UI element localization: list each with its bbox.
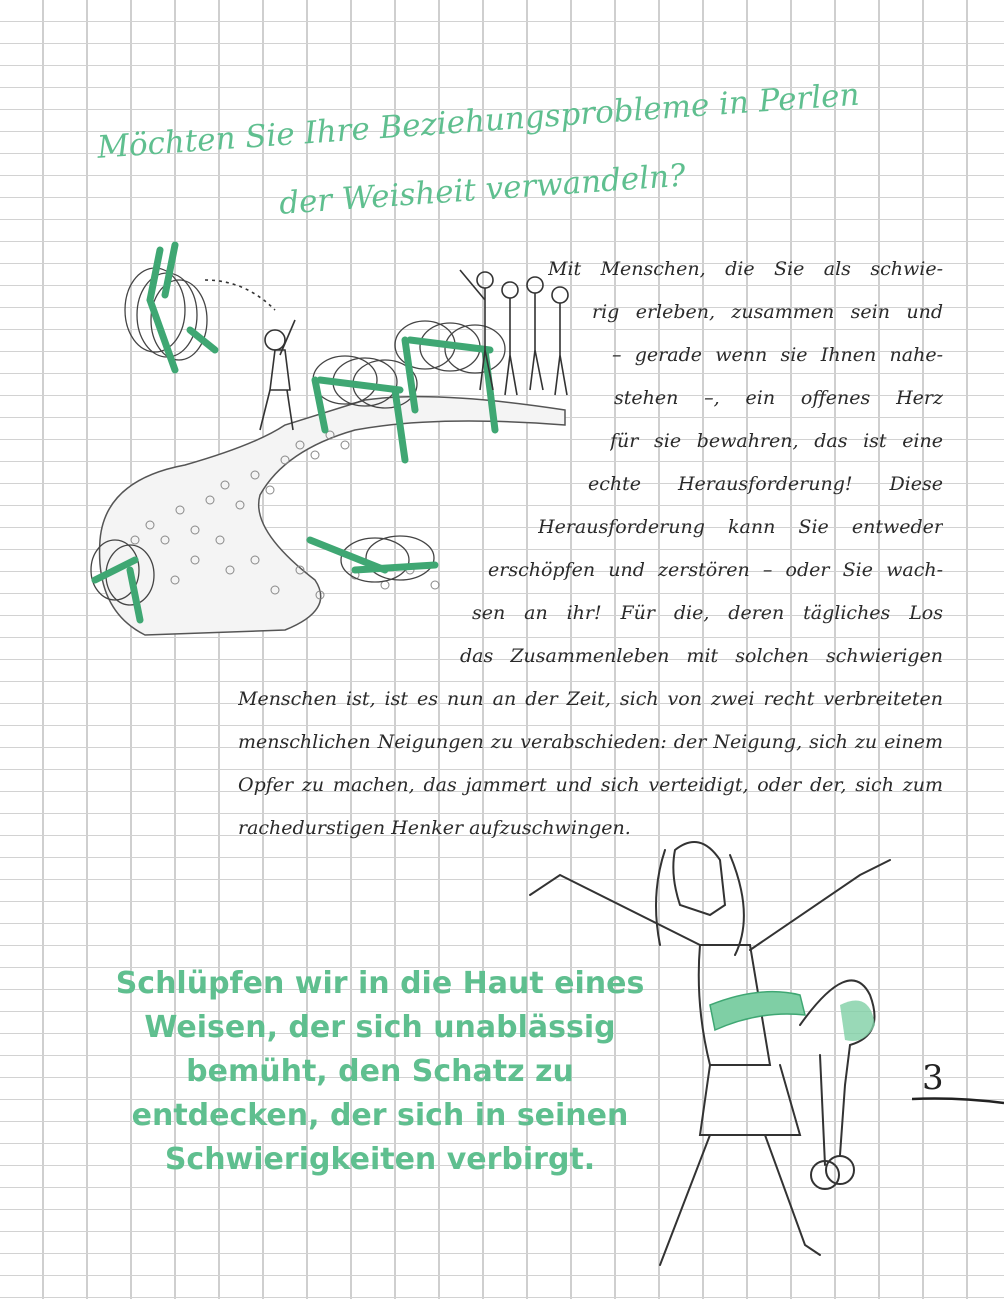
title-line-1: Möchten Sie Ihre Beziehungsprobleme in Perlen [96,76,861,166]
body-line: erschöpfen und zerstören – oder Sie wach- [488,559,943,581]
page-number: 3 [922,1058,944,1098]
body-line: Menschen ist, ist es nun an der Zeit, sich von zwei recht verbreiteten [238,688,943,710]
body-line: menschlichen Neigungen zu verabschieden: der Neigung, sich zu einem [238,731,943,753]
body-line: das Zusammenleben mit solchen schwierigen [460,645,943,667]
body-line: sen an ihr! Für die, deren tägliches Los [472,602,943,624]
quote-line: Schwierigkeiten verbirgt. [164,1142,596,1177]
quote-line: Weisen, der sich unablässig [144,1010,616,1045]
title-line-2: der Weisheit verwandeln? [278,157,687,222]
body-line: für sie bewahren, das ist eine [610,430,943,452]
body-line: stehen –, ein offenes Herz [614,387,943,409]
quote-line: Schlüpfen wir in die Haut eines [115,966,645,1001]
body-line: Herausforderung kann Sie entweder [538,516,943,538]
page-number-underline [912,1095,1004,1105]
quote-line: entdecken, der sich in seinen [131,1098,629,1133]
body-line: echte Herausforderung! Diese [588,473,943,495]
body-line: Opfer zu machen, das jammert und sich verteidigt, oder der, sich zum [238,774,943,796]
body-line: Mit Menschen, die Sie als schwie- [548,258,943,280]
body-line: rachedurstigen Henker aufzuschwingen. [238,817,631,839]
quote-line: bemüht, den Schatz zu [186,1054,574,1089]
body-line: rig erleben, zusammen sein und [592,301,943,323]
body-line: – gerade wenn sie Ihnen nahe- [612,344,943,366]
woman-carrying-person-illustration [520,835,900,1275]
